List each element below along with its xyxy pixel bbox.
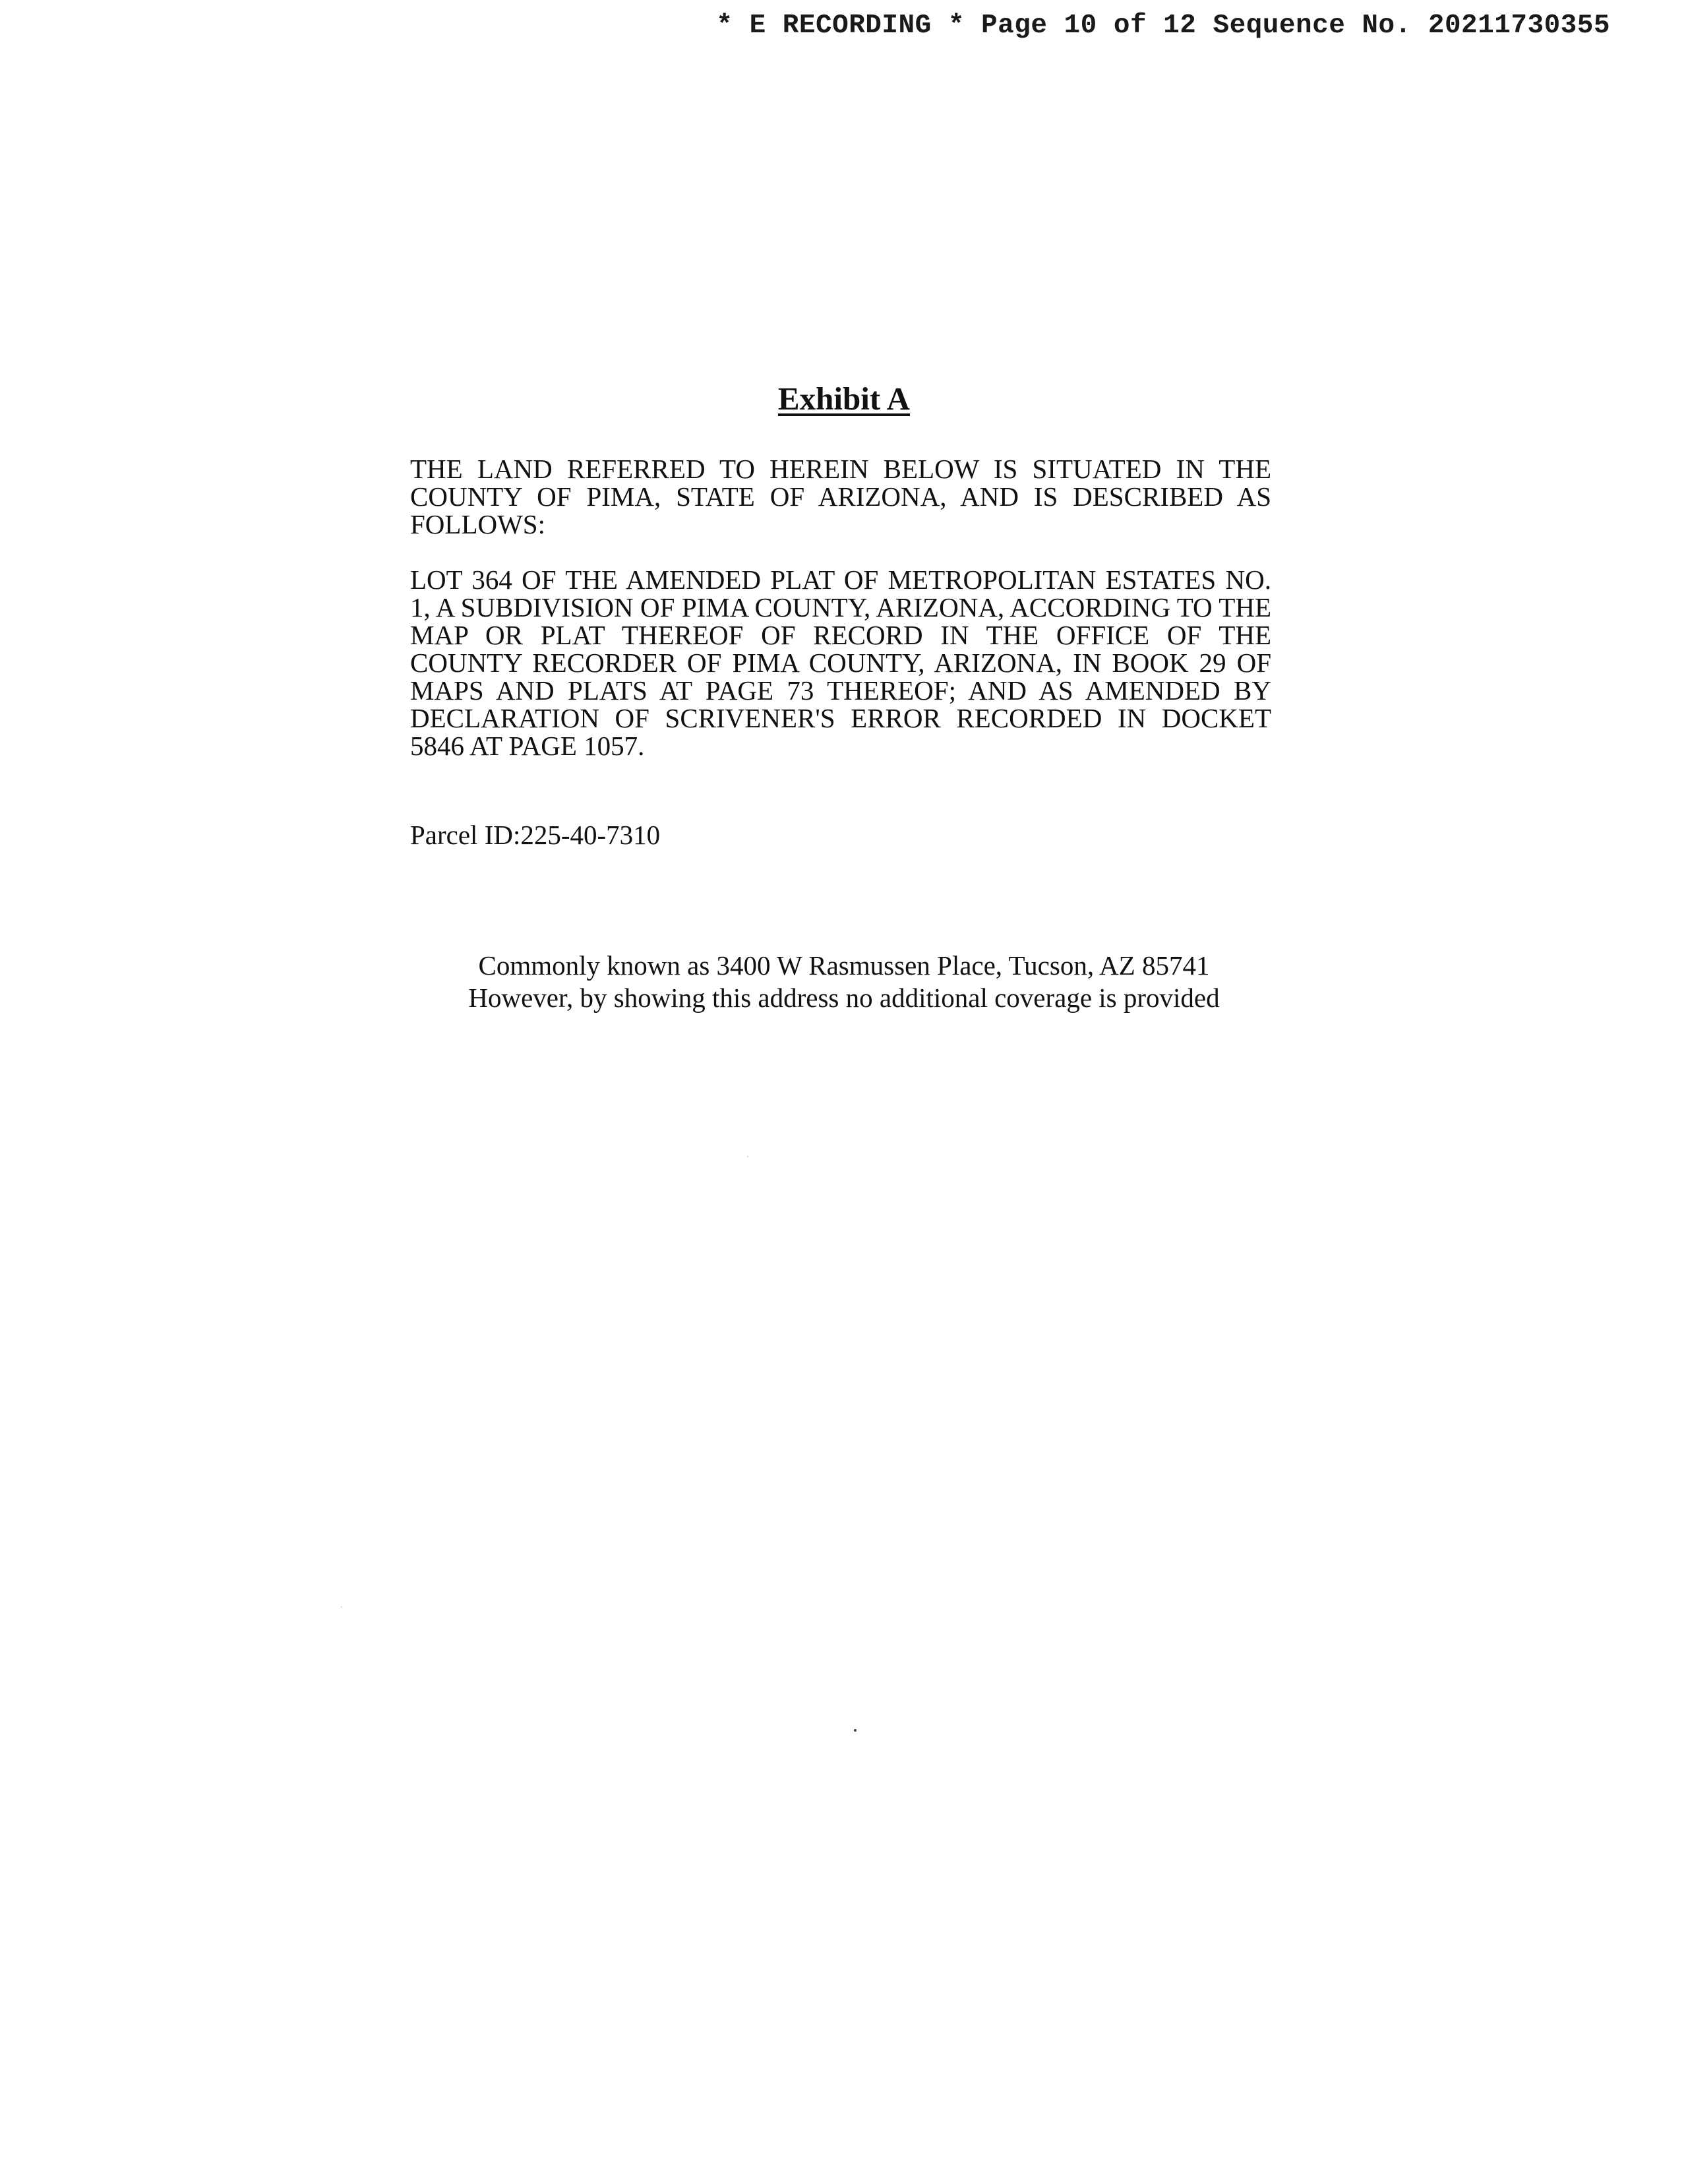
intro-paragraph: THE LAND REFERRED TO HEREIN BELOW IS SITUATED IN THE COUNTY OF PIMA, STATE OF ARIZONA, AND IS DESCRIBED AS FOLLOWS: (410, 454, 1271, 539)
scan-speck (747, 1156, 748, 1157)
exhibit-title: Exhibit A (777, 380, 911, 417)
address-disclaimer: However, by showing this address no additional coverage is provided (468, 983, 1220, 1013)
address-line: Commonly known as 3400 W Rasmussen Place, Tucson, AZ 85741 (478, 950, 1210, 981)
address-block (0, 950, 1688, 1014)
scan-speck (341, 1606, 342, 1608)
recording-header: * E RECORDING * Page 10 of 12 Sequence No. 20211730355 (716, 11, 1610, 41)
scan-speck (854, 1729, 857, 1732)
parcel-id: Parcel ID:225-40-7310 (410, 820, 661, 850)
legal-description-paragraph: LOT 364 OF THE AMENDED PLAT OF METROPOLITAN ESTATES NO. 1, A SUBDIVISION OF PIMA COUNTY, ARIZONA, ACCORDING TO THE MAP OR PLAT THEREOF OF RECORD IN THE OFFICE OF THE COUNTY RECORDER OF PIMA COUNTY, ARIZONA, IN BOOK 29 OF MAPS AND PLATS AT PAGE 73 THEREOF; AND AS AMENDED BY DECLARATION OF SCRIVENER'S ERROR RECORDED IN DOCKET 5846 AT PAGE 1057. (410, 564, 1271, 761)
